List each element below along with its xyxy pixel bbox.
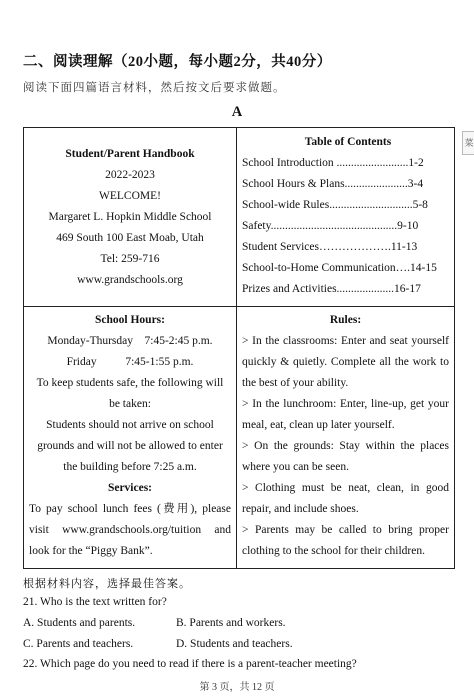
rules-line: > On the grounds: Stay within the places xyxy=(242,440,449,452)
option-21-a: A. Students and parents. xyxy=(23,617,136,629)
handbook-table xyxy=(23,127,455,569)
handbook-welcome: WELCOME! xyxy=(99,190,161,202)
section-title: 二、阅读理解（20小题，每小题2分，共40分） xyxy=(23,54,332,70)
toc-item: School Hours & Plans......................3-4 xyxy=(242,178,424,190)
rules-line: repair, and include shoes. xyxy=(242,503,359,515)
handbook-info-cell xyxy=(24,128,237,307)
question-directions: 根据材料内容，选择最佳答案。 xyxy=(23,578,191,590)
page-footer: 第 3 页，共 12 页 xyxy=(199,682,275,693)
safety-text: the building before 7:25 a.m. xyxy=(63,461,197,473)
rules-line: where you can be seen. xyxy=(242,461,349,473)
toc-item: School-wide Rules.............................5-8 xyxy=(242,199,428,211)
section-instruction: 阅读下面四篇语言材料，然后按文后要求做题。 xyxy=(23,82,286,94)
rules-cell xyxy=(237,307,455,569)
services-text: visit www.grandschools.org/tuition and xyxy=(29,524,231,536)
rules-line: > In the lunchroom: Enter, line-up, get your xyxy=(242,398,449,410)
safety-text: To keep students safe, the following will xyxy=(36,377,224,389)
question-21: 21. Who is the text written for? xyxy=(23,596,167,608)
rules-line: > Parents may be called to bring proper xyxy=(242,524,449,536)
rules-line: clothing to the school for their children. xyxy=(242,545,425,557)
rules-line: > Clothing must be neat, clean, in good xyxy=(242,482,449,494)
safety-text: grounds and will not be allowed to enter xyxy=(37,440,223,452)
hours-cell xyxy=(24,307,237,569)
rules-line: meal, eat, clean up later yourself. xyxy=(242,419,395,431)
option-21-d: D. Students and teachers. xyxy=(176,638,293,650)
services-text: look for the “Piggy Bank”. xyxy=(29,545,153,557)
option-21-c: C. Parents and teachers. xyxy=(23,638,134,650)
services-title: Services: xyxy=(107,482,153,494)
school-address: 469 South 100 East Moab, Utah xyxy=(56,232,204,244)
safety-text: be taken: xyxy=(109,398,151,410)
hours-title: School Hours: xyxy=(95,314,165,326)
toc-cell xyxy=(237,128,455,307)
services-text: To pay school lunch fees (费用), please xyxy=(29,503,231,515)
hours-mon-thu: Monday-Thursday 7:45-2:45 p.m. xyxy=(47,335,213,347)
question-22: 22. Which page do you need to read if there is a parent-teacher meeting? xyxy=(23,658,357,670)
toc-title: Table of Contents xyxy=(304,136,392,148)
rules-line: > In the classrooms: Enter and seat yourself xyxy=(242,335,449,347)
toc-item: Student Services……………….11-13 xyxy=(242,241,418,253)
rules-line: quickly & quietly. Complete all the work to xyxy=(242,356,449,368)
rules-line: the best of your ability. xyxy=(242,377,349,389)
safety-text: Students should not arrive on school xyxy=(46,419,214,431)
toc-item: Prizes and Activities....................16-17 xyxy=(242,283,421,295)
school-tel: Tel: 259-716 xyxy=(100,253,160,265)
hours-friday: Friday 7:45-1:55 p.m. xyxy=(66,356,194,368)
side-tab[interactable]: 菜 xyxy=(462,131,474,155)
toc-item: School-to-Home Communication….14-15 xyxy=(242,262,437,274)
option-21-b: B. Parents and workers. xyxy=(176,617,286,629)
toc-item: School Introduction .........................1-2 xyxy=(242,157,424,169)
school-name: Margaret L. Hopkin Middle School xyxy=(48,211,212,223)
handbook-year: 2022-2023 xyxy=(105,169,155,181)
rules-title: Rules: xyxy=(329,314,362,326)
toc-item: Safety............................................9-10 xyxy=(242,220,419,232)
handbook-title: Student/Parent Handbook xyxy=(65,148,195,160)
school-website: www.grandschools.org xyxy=(77,274,183,286)
passage-letter: A xyxy=(231,104,243,120)
